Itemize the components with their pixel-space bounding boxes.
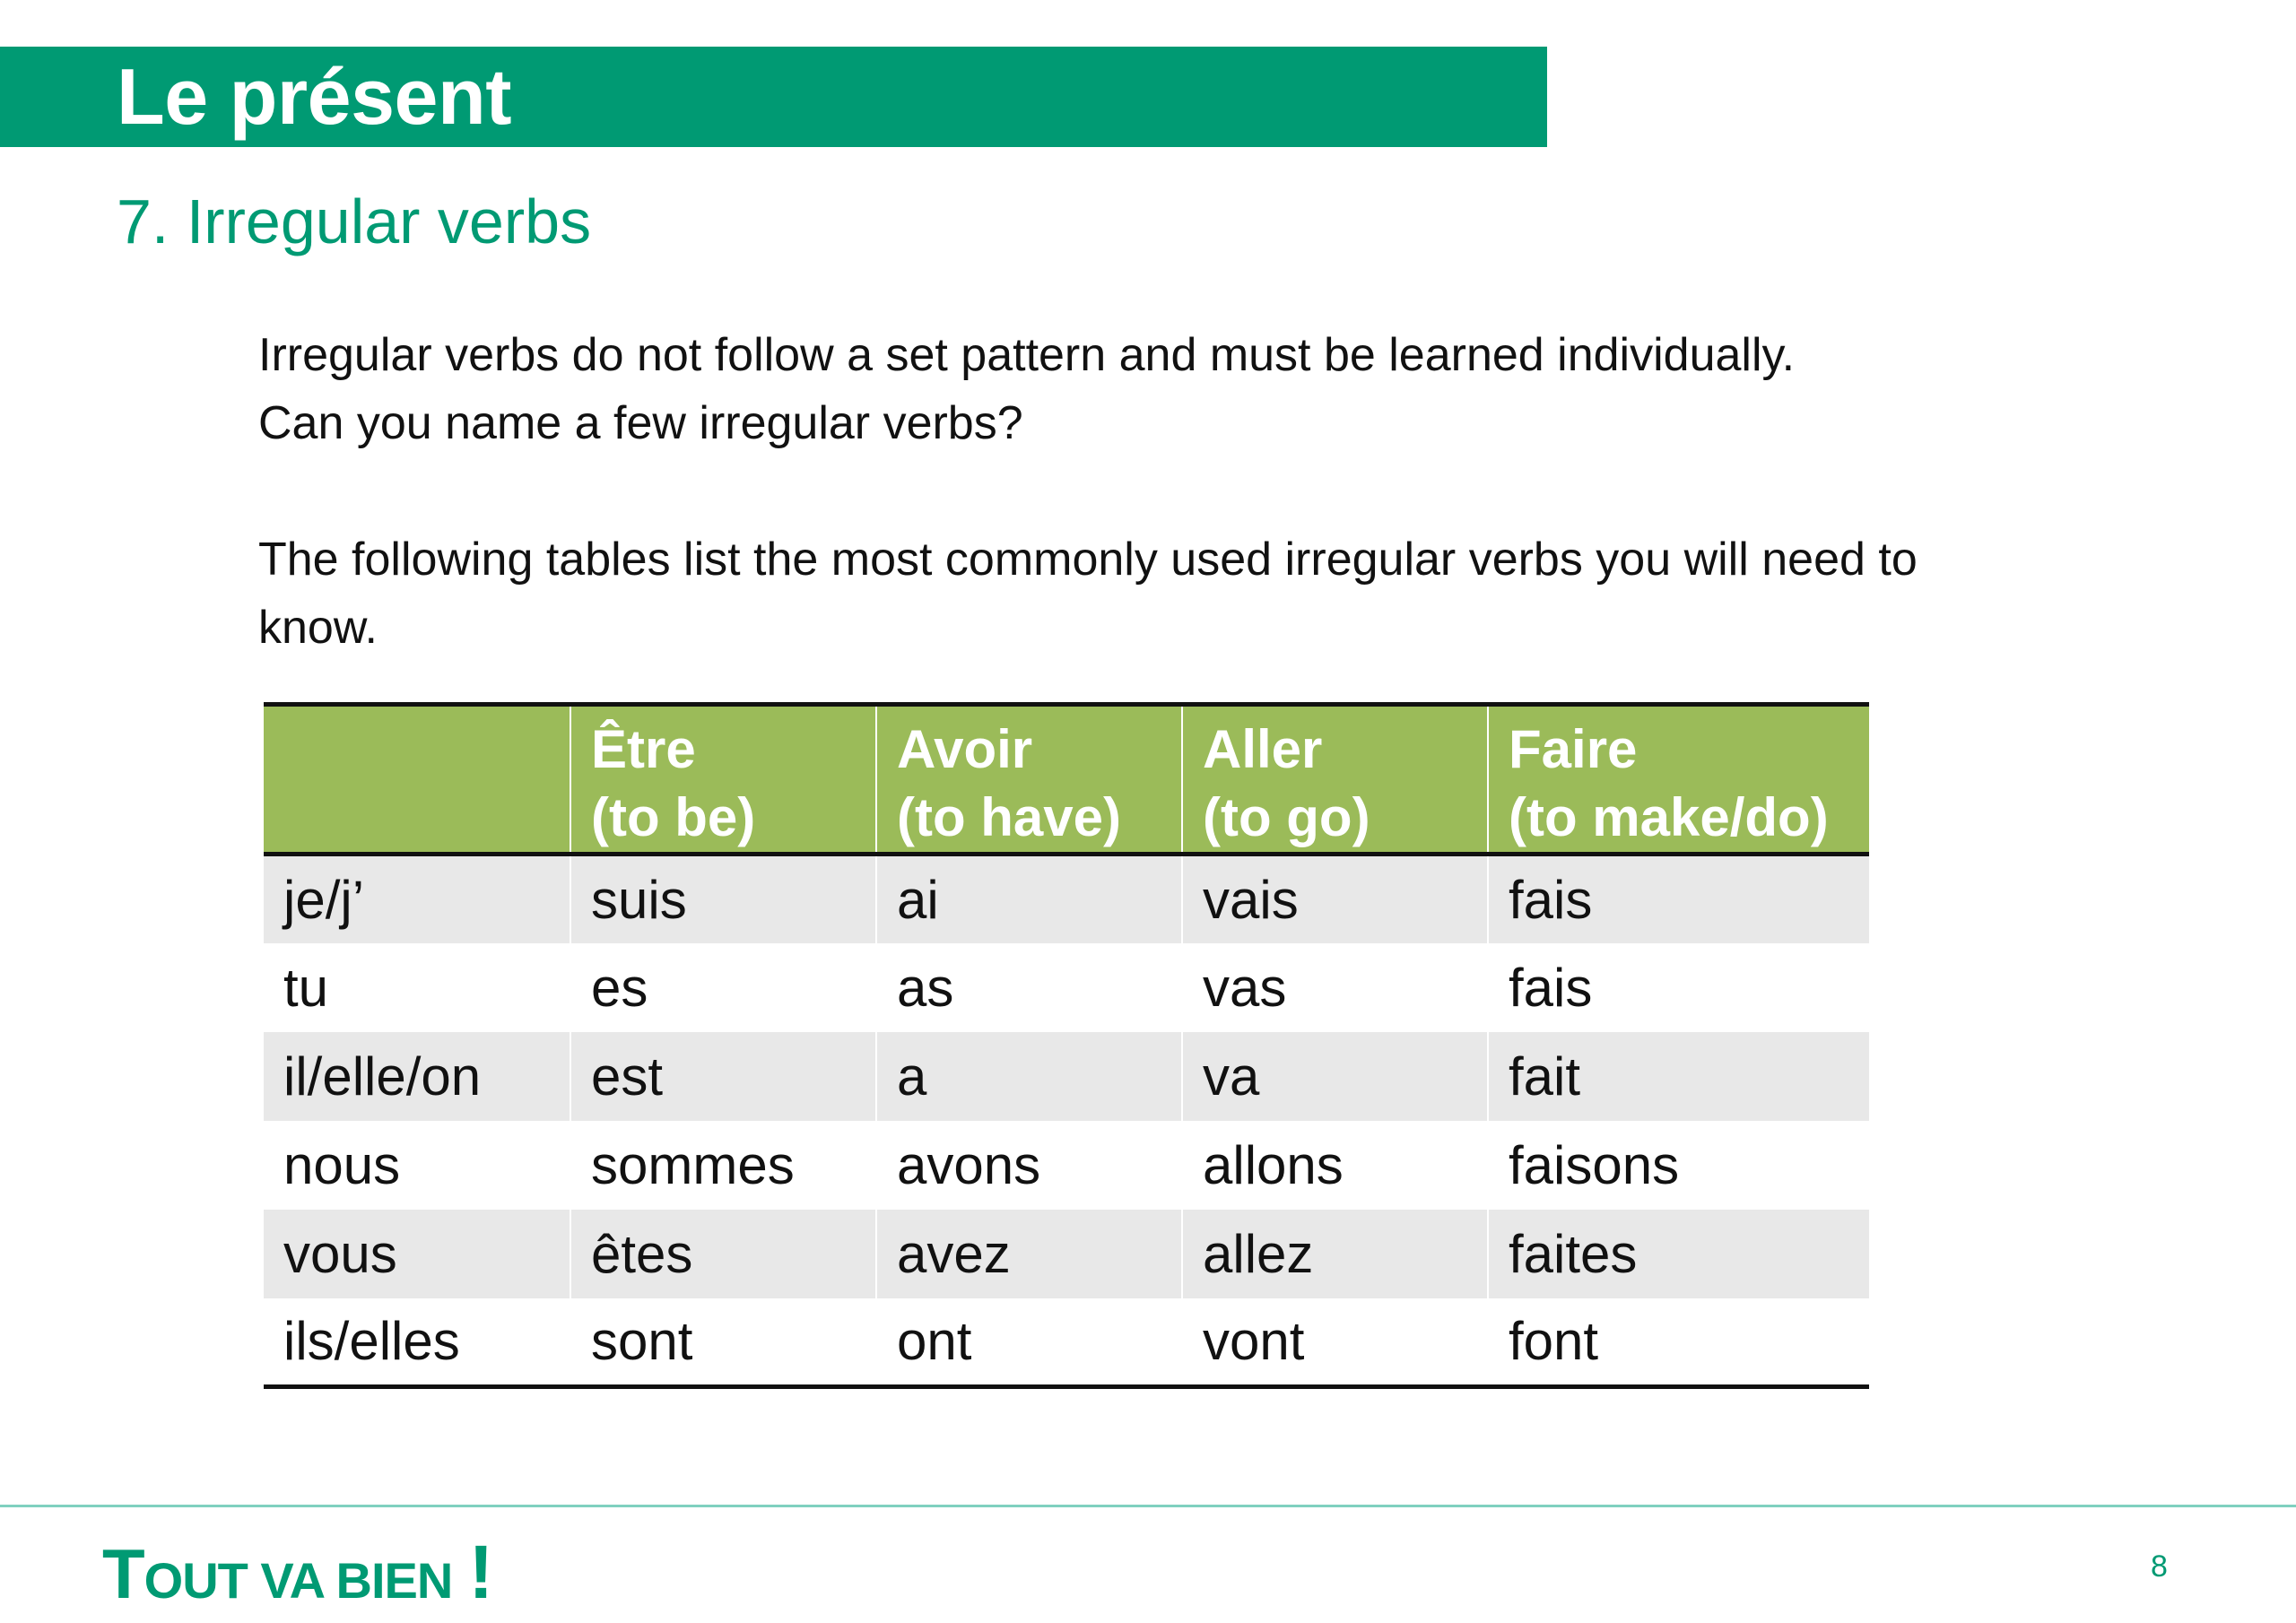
- intro-line-1: Irregular verbs do not follow a set pattern and must be learned individually.: [258, 329, 1796, 381]
- header-verb: Être: [591, 719, 696, 779]
- faire-cell: fais: [1488, 943, 1869, 1032]
- conjugation-table: [264, 702, 1869, 1389]
- etre-cell: es: [570, 943, 876, 1032]
- avoir-cell: ont: [876, 1298, 1182, 1387]
- intro-line-2: Can you name a few irregular verbs?: [258, 397, 1023, 449]
- header-meaning: (to be): [591, 787, 756, 847]
- pronoun-cell: il/elle/on: [264, 1032, 570, 1121]
- avoir-cell: a: [876, 1032, 1182, 1121]
- avoir-cell: avons: [876, 1121, 1182, 1210]
- header-cell-etre: [570, 705, 876, 855]
- table-row: [264, 1210, 1869, 1298]
- header-verb: Faire: [1509, 719, 1638, 779]
- logo-text: BIEN: [335, 1552, 453, 1609]
- aller-cell: allons: [1182, 1121, 1488, 1210]
- section-heading: 7. Irregular verbs: [117, 187, 592, 256]
- logo-text: OUT: [144, 1552, 261, 1609]
- pronoun-cell: ils/elles: [264, 1298, 570, 1387]
- aller-cell: va: [1182, 1032, 1488, 1121]
- faire-cell: faisons: [1488, 1121, 1869, 1210]
- pronoun-cell: vous: [264, 1210, 570, 1298]
- etre-cell: est: [570, 1032, 876, 1121]
- etre-cell: suis: [570, 855, 876, 943]
- footer-divider: [0, 1505, 2296, 1507]
- header-meaning: (to make/do): [1509, 787, 1829, 847]
- logo-exclamation: !: [468, 1530, 493, 1614]
- etre-cell: êtes: [570, 1210, 876, 1298]
- intro-line-3: The following tables list the most commonly used irregular verbs you will need to: [258, 534, 1918, 586]
- aller-cell: vais: [1182, 855, 1488, 943]
- header-meaning: (to have): [897, 787, 1122, 847]
- aller-cell: allez: [1182, 1210, 1488, 1298]
- table-row: [264, 855, 1869, 943]
- faire-cell: fait: [1488, 1032, 1869, 1121]
- pronoun-cell: je/j’: [264, 855, 570, 943]
- avoir-cell: avez: [876, 1210, 1182, 1298]
- header-cell-avoir: [876, 705, 1182, 855]
- avoir-cell: ai: [876, 855, 1182, 943]
- table-row: [264, 1298, 1869, 1387]
- brand-logo: [102, 1529, 493, 1614]
- etre-cell: sommes: [570, 1121, 876, 1210]
- pronoun-cell: nous: [264, 1121, 570, 1210]
- logo-text: VA: [260, 1552, 336, 1609]
- table-row: [264, 1032, 1869, 1121]
- table-header-row: [264, 705, 1869, 855]
- aller-cell: vas: [1182, 943, 1488, 1032]
- page-number: 8: [2151, 1549, 2168, 1584]
- title-bar: [0, 47, 1547, 147]
- pronoun-cell: tu: [264, 943, 570, 1032]
- faire-cell: fais: [1488, 855, 1869, 943]
- header-verb: Aller: [1203, 719, 1323, 779]
- header-cell-faire: [1488, 705, 1869, 855]
- faire-cell: faites: [1488, 1210, 1869, 1298]
- etre-cell: sont: [570, 1298, 876, 1387]
- page-title: Le présent: [117, 52, 512, 141]
- table-row: [264, 1121, 1869, 1210]
- table-row: [264, 943, 1869, 1032]
- logo-letter: T: [102, 1534, 144, 1613]
- aller-cell: vont: [1182, 1298, 1488, 1387]
- intro-line-4: know.: [258, 602, 378, 654]
- header-meaning: (to go): [1203, 787, 1370, 847]
- faire-cell: font: [1488, 1298, 1869, 1387]
- avoir-cell: as: [876, 943, 1182, 1032]
- header-verb: Avoir: [897, 719, 1033, 779]
- header-cell-aller: [1182, 705, 1488, 855]
- header-cell-pronoun: [264, 705, 570, 855]
